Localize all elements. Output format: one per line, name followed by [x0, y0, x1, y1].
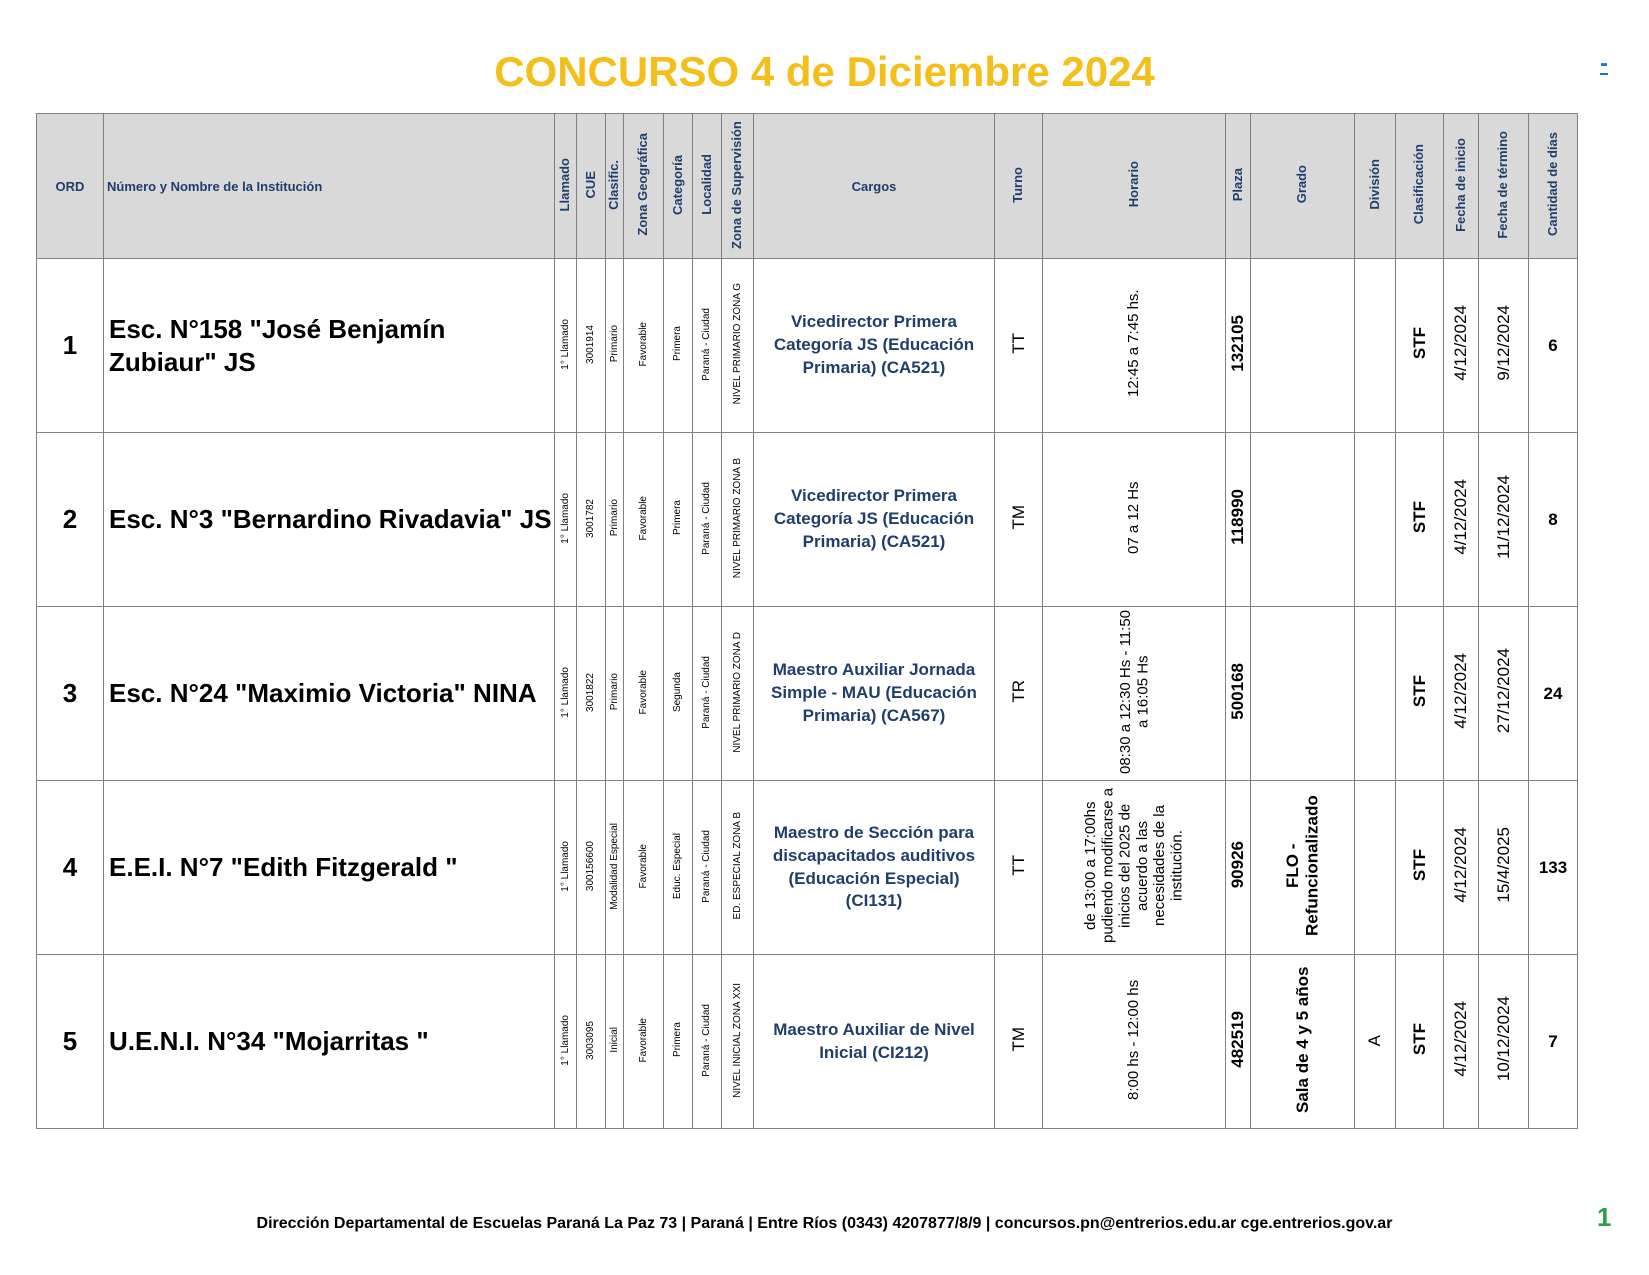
header-cargos: Cargos [754, 114, 995, 259]
cell-categoria: Primera [664, 433, 693, 607]
cell-turno: TT [995, 781, 1043, 955]
header-zona-supervision: Zona de Supervisión [722, 114, 754, 259]
header-fecha-inicio: Fecha de inicio [1444, 114, 1479, 259]
cell-horario: 08:30 a 12:30 Hs - 11:50 a 16:05 Hs [1043, 607, 1226, 781]
header-row [37, 114, 1578, 259]
cell-cantidad-dias: 24 [1529, 607, 1578, 781]
cell-ord: 3 [37, 607, 104, 781]
cell-cargo: Maestro Auxiliar Jornada Simple - MAU (Educación Primaria) (CA567) [754, 607, 995, 781]
cell-institucion: Esc. N°3 "Bernardino Rivadavia" JS [104, 433, 555, 607]
cell-fecha-termino: 15/4/2025 [1479, 781, 1529, 955]
cell-fecha-inicio: 4/12/2024 [1444, 607, 1479, 781]
header-localidad: Localidad [693, 114, 722, 259]
cell-clasificacion: STF [1396, 781, 1444, 955]
cell-grado [1251, 259, 1355, 433]
cell-categoria: Primera [664, 955, 693, 1129]
header-fecha-termino: Fecha de término [1479, 114, 1529, 259]
cell-cargo: Vicedirector Primera Categoría JS (Educación Primaria) (CA521) [754, 259, 995, 433]
cell-grado: Sala de 4 y 5 años [1251, 955, 1355, 1129]
cell-plaza: 118990 [1226, 433, 1251, 607]
cell-cantidad-dias: 8 [1529, 433, 1578, 607]
cell-ord: 4 [37, 781, 104, 955]
header-zona-geografica: Zona Geográfica [624, 114, 664, 259]
header-cantidad-dias: Cantidad de días [1529, 114, 1578, 259]
cell-clasific: Primario [606, 259, 624, 433]
header-ord: ORD [37, 114, 104, 259]
cell-localidad: Paraná - Ciudad [693, 259, 722, 433]
footer-contact: Dirección Departamental de Escuelas Paraná La Paz 73 | Paraná | Entre Ríos (0343) 4207877/8/9 | concursos.pn@entrerios.edu.ar cge.entrerios.gov.ar [256, 1215, 1393, 1232]
cell-grado [1251, 607, 1355, 781]
table-row [37, 955, 1578, 1129]
cell-localidad: Paraná - Ciudad [693, 781, 722, 955]
cell-cue: 300156600 [577, 781, 606, 955]
cell-grado: FLO - Refuncionalizado [1251, 781, 1355, 955]
cell-fecha-inicio: 4/12/2024 [1444, 259, 1479, 433]
cell-ord: 2 [37, 433, 104, 607]
table-row [37, 607, 1578, 781]
cell-fecha-inicio: 4/12/2024 [1444, 955, 1479, 1129]
cell-llamado: 1° Llamado [555, 259, 577, 433]
concurso-table [36, 113, 1578, 1129]
header-cue: CUE [577, 114, 606, 259]
cell-clasific: Primario [606, 433, 624, 607]
cell-cantidad-dias: 6 [1529, 259, 1578, 433]
cell-turno: TM [995, 433, 1043, 607]
header-division: División [1355, 114, 1396, 259]
cell-ord: 5 [37, 955, 104, 1129]
cell-horario: 07 a 12 Hs [1043, 433, 1226, 607]
cell-categoria: Educ. Especial [664, 781, 693, 955]
cell-categoria: Primera [664, 259, 693, 433]
cell-clasificacion: STF [1396, 259, 1444, 433]
cell-division [1355, 433, 1396, 607]
cell-localidad: Paraná - Ciudad [693, 955, 722, 1129]
cell-plaza: 90926 [1226, 781, 1251, 955]
cell-grado [1251, 433, 1355, 607]
corner-link[interactable]: - [1600, 50, 1608, 77]
cell-cue: 3001914 [577, 259, 606, 433]
cell-cantidad-dias: 7 [1529, 955, 1578, 1129]
cell-horario: 8:00 hs - 12:00 hs [1043, 955, 1226, 1129]
page-title: CONCURSO 4 de Diciembre 2024 [494, 48, 1155, 95]
cell-plaza: 500168 [1226, 607, 1251, 781]
cell-division [1355, 781, 1396, 955]
cell-institucion: U.E.N.I. N°34 "Mojarritas " [104, 955, 555, 1129]
cell-fecha-termino: 9/12/2024 [1479, 259, 1529, 433]
cell-fecha-termino: 10/12/2024 [1479, 955, 1529, 1129]
cell-cue: 3001822 [577, 607, 606, 781]
header-clasificacion: Clasificación [1396, 114, 1444, 259]
cell-division [1355, 607, 1396, 781]
cell-clasific: Primario [606, 607, 624, 781]
cell-clasific: Inicial [606, 955, 624, 1129]
cell-plaza: 482519 [1226, 955, 1251, 1129]
cell-zona-geografica: Favorable [624, 607, 664, 781]
cell-zona-supervision: ED. ESPECIAL ZONA B [722, 781, 754, 955]
cell-llamado: 1° Llamado [555, 607, 577, 781]
cell-zona-supervision: NIVEL PRIMARIO ZONA D [722, 607, 754, 781]
cell-division: A [1355, 955, 1396, 1129]
cell-cantidad-dias: 133 [1529, 781, 1578, 955]
cell-cargo: Maestro de Sección para discapacitados auditivos (Educación Especial) (CI131) [754, 781, 995, 955]
table-row [37, 781, 1578, 955]
cell-horario: 12:45 a 7:45 hs. [1043, 259, 1226, 433]
cell-fecha-termino: 11/12/2024 [1479, 433, 1529, 607]
cell-turno: TR [995, 607, 1043, 781]
cell-cue: 3003095 [577, 955, 606, 1129]
cell-institucion: Esc. N°158 "José Benjamín Zubiaur" JS [104, 259, 555, 433]
header-llamado: Llamado [555, 114, 577, 259]
cell-zona-supervision: NIVEL PRIMARIO ZONA G [722, 259, 754, 433]
cell-plaza: 132105 [1226, 259, 1251, 433]
cell-categoria: Segunda [664, 607, 693, 781]
cell-cargo: Maestro Auxiliar de Nivel Inicial (CI212) [754, 955, 995, 1129]
cell-zona-geografica: Favorable [624, 433, 664, 607]
cell-fecha-inicio: 4/12/2024 [1444, 781, 1479, 955]
cell-zona-geografica: Favorable [624, 781, 664, 955]
cell-horario: de 13:00 a 17:00hs pudiendo modificarse a inicios del 2025 de acuerdo a las necesidades de la institución. [1043, 781, 1226, 955]
cell-llamado: 1° Llamado [555, 433, 577, 607]
cell-clasificacion: STF [1396, 433, 1444, 607]
cell-localidad: Paraná - Ciudad [693, 607, 722, 781]
header-clasific: Clasific. [606, 114, 624, 259]
header-turno: Turno [995, 114, 1043, 259]
cell-zona-supervision: NIVEL INICIAL ZONA XXI [722, 955, 754, 1129]
cell-turno: TT [995, 259, 1043, 433]
header-horario: Horario [1043, 114, 1226, 259]
header-plaza: Plaza [1226, 114, 1251, 259]
page-number: 1 [1597, 1202, 1612, 1232]
cell-fecha-termino: 27/12/2024 [1479, 607, 1529, 781]
header-categoria: Categoría [664, 114, 693, 259]
cell-cargo: Vicedirector Primera Categoría JS (Educación Primaria) (CA521) [754, 433, 995, 607]
cell-clasificacion: STF [1396, 955, 1444, 1129]
cell-llamado: 1° Llamado [555, 781, 577, 955]
cell-fecha-inicio: 4/12/2024 [1444, 433, 1479, 607]
cell-llamado: 1° Llamado [555, 955, 577, 1129]
cell-institucion: Esc. N°24 "Maximio Victoria" NINA [104, 607, 555, 781]
cell-zona-geografica: Favorable [624, 955, 664, 1129]
cell-zona-geografica: Favorable [624, 259, 664, 433]
cell-clasific: Modalidad Especial [606, 781, 624, 955]
header-grado: Grado [1251, 114, 1355, 259]
cell-institucion: E.E.I. N°7 "Edith Fitzgerald " [104, 781, 555, 955]
table-row [37, 433, 1578, 607]
cell-cue: 3001782 [577, 433, 606, 607]
header-institucion: Número y Nombre de la Institución [104, 114, 555, 259]
cell-ord: 1 [37, 259, 104, 433]
cell-localidad: Paraná - Ciudad [693, 433, 722, 607]
cell-zona-supervision: NIVEL PRIMARIO ZONA B [722, 433, 754, 607]
table-row [37, 259, 1578, 433]
cell-clasificacion: STF [1396, 607, 1444, 781]
cell-division [1355, 259, 1396, 433]
cell-turno: TM [995, 955, 1043, 1129]
